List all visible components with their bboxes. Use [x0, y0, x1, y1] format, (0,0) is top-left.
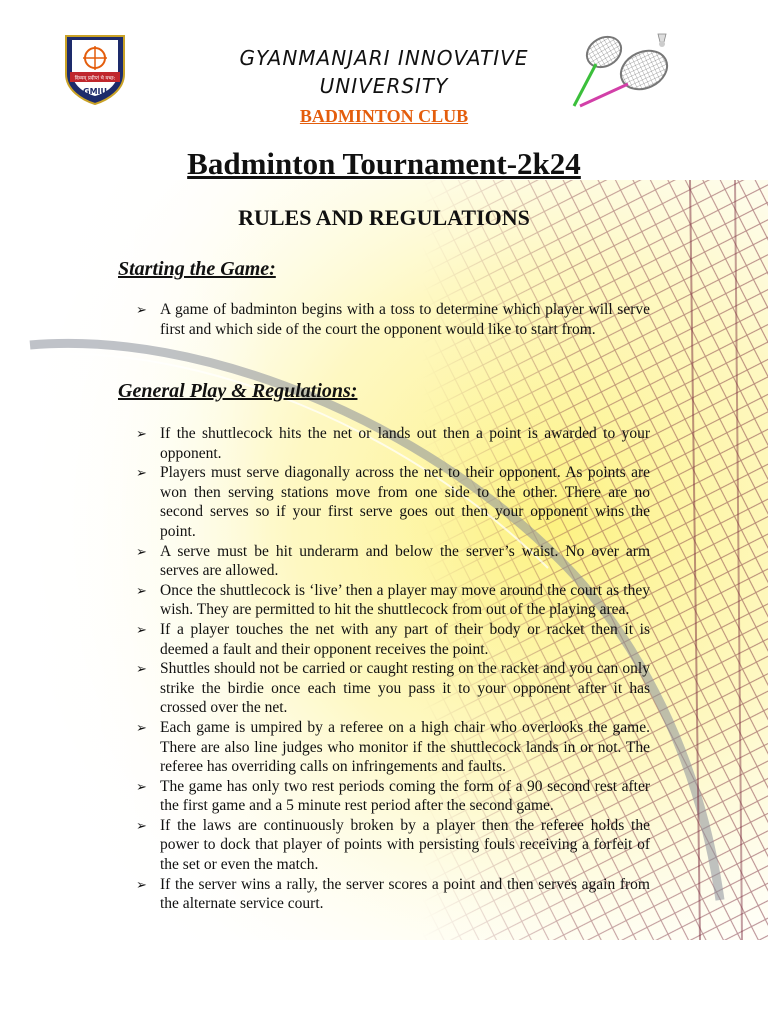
- rule-text: Each game is umpired by a referee on a high chair who overlooks the game. There are also line judges who monitor if the shuttlecock lands in or not. The referee has overriding calls on infringements and faults.: [160, 718, 650, 776]
- arrowhead-bullet-icon: ➢: [136, 778, 147, 794]
- list-item: [136, 659, 650, 718]
- list-item: [136, 300, 650, 339]
- arrowhead-bullet-icon: ➢: [136, 661, 147, 677]
- rule-text: If the shuttlecock hits the net or lands out then a point is awarded to your opponent.: [160, 425, 650, 462]
- badminton-rackets-icon: [566, 30, 684, 112]
- rule-text: A game of badminton begins with a toss to determine which player will serve first and which side of the court the opponent would like to start from.: [160, 301, 650, 338]
- logo-text: GMIU: [83, 87, 107, 96]
- arrowhead-bullet-icon: ➢: [136, 465, 147, 481]
- list-item: [136, 463, 650, 541]
- arrowhead-bullet-icon: ➢: [136, 426, 147, 441]
- rule-text: If the server wins a rally, the server scores a point and then serves again from the alternate service court.: [160, 875, 650, 913]
- arrowhead-bullet-icon: ➢: [136, 543, 147, 559]
- arrowhead-bullet-icon: ➢: [136, 876, 147, 892]
- list-item: [136, 816, 650, 875]
- section-heading-general-play: General Play & Regulations:: [118, 380, 358, 402]
- arrowhead-bullet-icon: ➢: [136, 817, 147, 833]
- rule-text: If the laws are continuously broken by a player then the referee holds the power to dock that player of points with persisting fouls receiving a forfeit of the set or even the match.: [160, 816, 650, 874]
- rule-text: Once the shuttlecock is ‘live’ then a player may move around the court as they wish. They are permitted to hit the shuttlecock from out of the playing area.: [160, 581, 650, 619]
- rules-list-general-play: [136, 424, 650, 914]
- university-shield-logo: [62, 30, 128, 106]
- arrowhead-bullet-icon: ➢: [136, 719, 147, 735]
- university-name-line2: UNIVERSITY: [319, 74, 449, 98]
- arrowhead-bullet-icon: ➢: [136, 302, 147, 317]
- university-name-line1: GYANMANJARI INNOVATIVE: [239, 46, 529, 70]
- arrowhead-bullet-icon: ➢: [136, 582, 147, 598]
- list-item: [136, 581, 650, 620]
- rule-text: A serve must be hit underarm and below the server’s waist. No over arm serves are allowed.: [160, 542, 650, 580]
- list-item: [136, 620, 650, 659]
- list-item: [136, 875, 650, 914]
- rule-text: Shuttles should not be carried or caught resting on the racket and you can only strike the birdie once each time you pass it to your opponent after it has crossed over the net.: [160, 660, 650, 717]
- list-item: [136, 718, 650, 777]
- list-item: [136, 424, 650, 463]
- arrowhead-bullet-icon: ➢: [136, 621, 147, 637]
- list-item: [136, 777, 650, 816]
- section-heading-starting: Starting the Game:: [118, 258, 276, 280]
- page-subtitle: RULES AND REGULATIONS: [238, 205, 530, 230]
- page-title: Badminton Tournament-2k24: [187, 146, 581, 181]
- club-name: BADMINTON CLUB: [299, 106, 469, 126]
- list-item: [136, 542, 650, 581]
- rules-list-starting: [136, 300, 650, 339]
- rule-text: If a player touches the net with any part of their body or racket then it is deemed a fault and their opponent receives the point.: [160, 620, 650, 658]
- rule-text: The game has only two rest periods coming the form of a 90 second rest after the first game and a 5 minute rest period after the second game.: [160, 777, 650, 815]
- rule-text: Players must serve diagonally across the net to their opponent. As points are won then serving stations move from one side to the other. There are no second serves so if your first serve goes out then your opponent wins the point.: [160, 464, 650, 540]
- logo-motto-text: दिव्यम् प्रदीप्तं चे यच्छ:: [74, 75, 116, 82]
